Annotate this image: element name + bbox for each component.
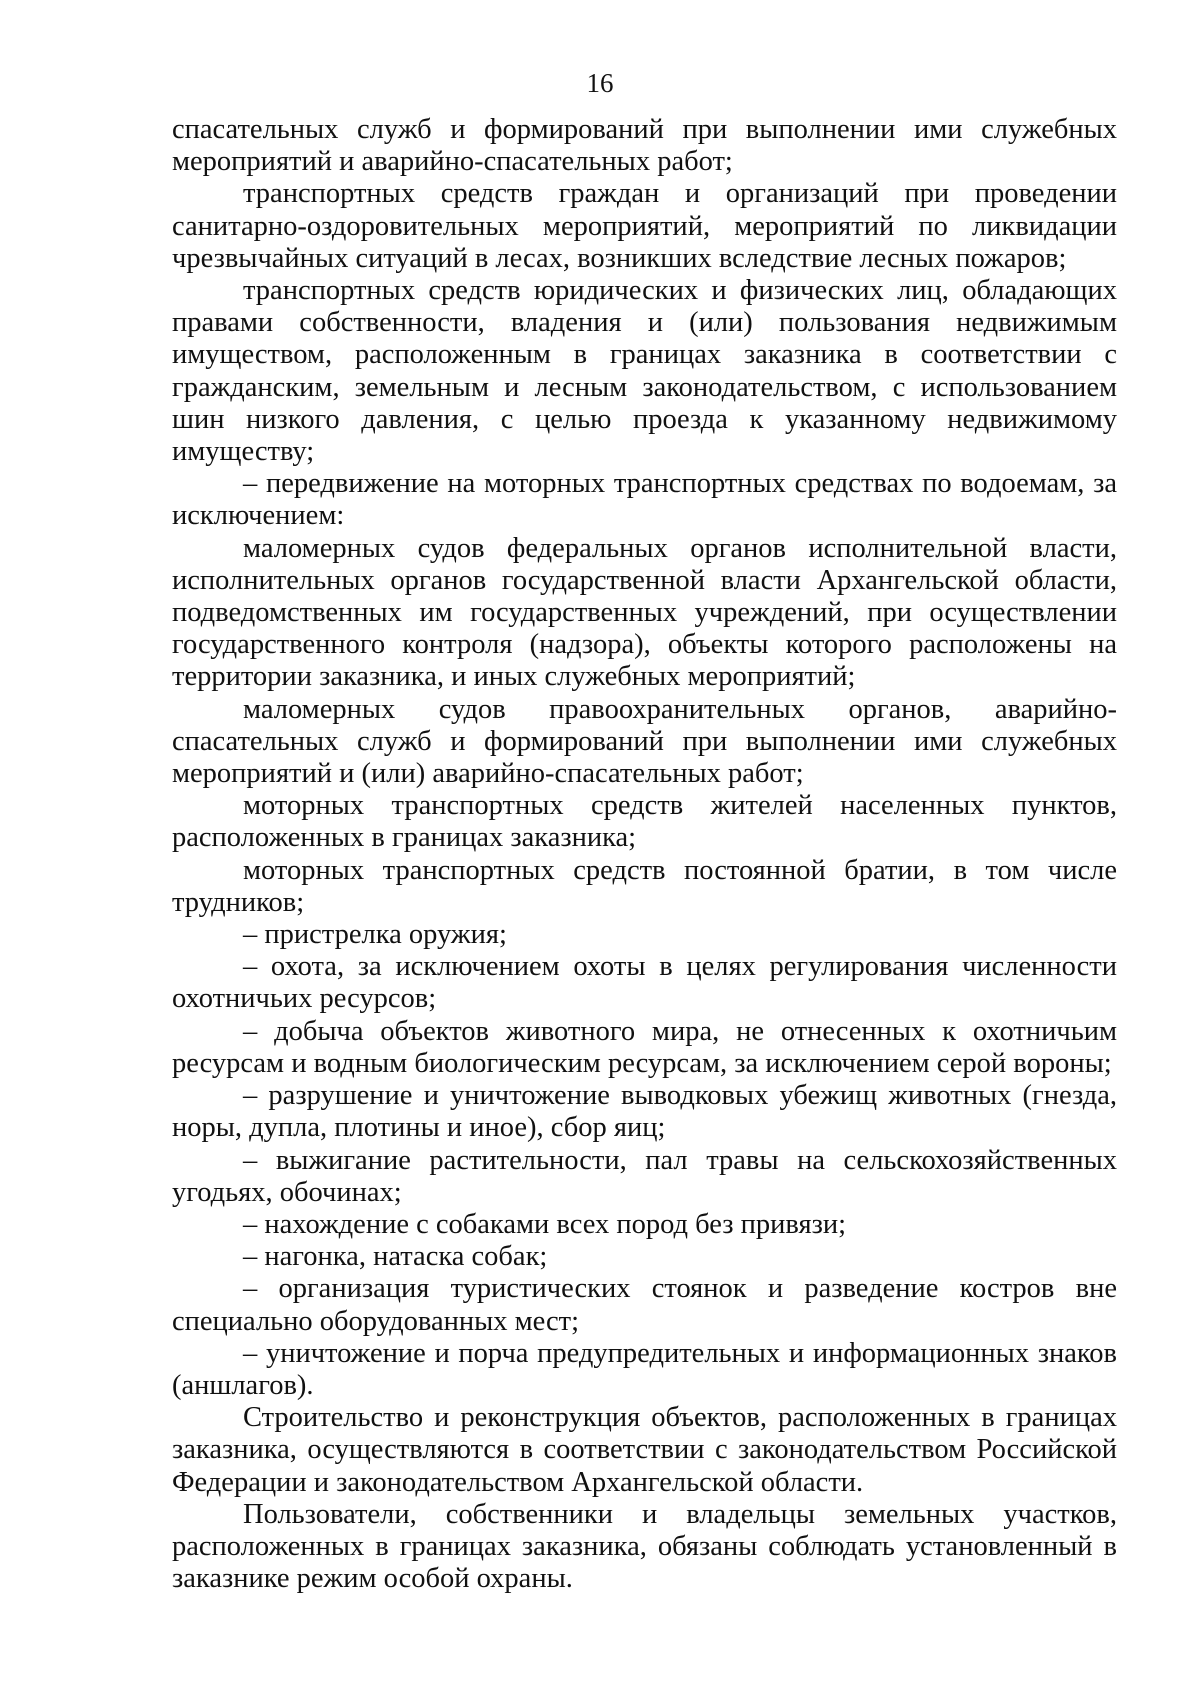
paragraph: Пользователи, собственники и владельцы земельных участков, расположенных в границах заказника, обязаны соблюдать установленный в заказнике режим особой охраны. [172,1498,1117,1595]
document-body [172,114,1117,1595]
paragraph: маломерных судов правоохранительных органов, аварийно-спасательных служб и формирований при выполнении ими служебных мероприятий и (или) аварийно-спасательных работ; [172,693,1117,790]
page-number: 16 [586,68,614,98]
list-item: – выжигание растительности, пал травы на сельскохозяйственных угодьях, обочинах; [172,1144,1117,1208]
list-item: – передвижение на моторных транспортных средствах по водоемам, за исключением: [172,468,1117,532]
paragraph: моторных транспортных средств жителей населенных пунктов, расположенных в границах заказника; [172,790,1117,854]
paragraph: моторных транспортных средств постоянной братии, в том числе трудников; [172,854,1117,918]
list-item: – пристрелка оружия; [243,919,507,951]
list-item: – организация туристических стоянок и разведение костров вне специально оборудованных мест; [172,1273,1117,1337]
list-item: – уничтожение и порча предупредительных и информационных знаков (аншлагов). [172,1337,1117,1401]
list-item: – добыча объектов животного мира, не отнесенных к охотничьим ресурсам и водным биологическим ресурсам, за исключением серой вороны; [172,1015,1117,1079]
paragraph: Строительство и реконструкция объектов, расположенных в границах заказника, осуществляются в соответствии с законодательством Российской Федерации и законодательством Архангельской области. [172,1402,1117,1498]
list-item: – нахождение с собаками всех пород без привязи; [243,1208,847,1240]
list-item: – нагонка, натаска собак; [243,1241,548,1273]
list-item: – разрушение и уничтожение выводковых убежищ животных (гнезда, норы, дупла, плотины и иное), сбор яиц; [172,1080,1117,1144]
paragraph: транспортных средств граждан и организаций при проведении санитарно-оздоровительных мероприятий, мероприятий по ликвидации чрезвычайных ситуаций в лесах, возникших вследствие лесных пожаров; [172,178,1117,274]
paragraph: транспортных средств юридических и физических лиц, обладающих правами собственности, владения и (или) пользования недвижимым имуществом, расположенным в границах заказника в соответствии с гражданским, земельным и лесным законодательством, с использованием шин низкого давления, с целью проезда к указанному недвижимому имуществу; [172,275,1117,468]
paragraph: маломерных судов федеральных органов исполнительной власти, исполнительных органов государственной власти Архангельской области, подведомственных им государственных учреждений, при осуществлении государственного контроля (надзора), объекты которого расположены на территории заказника, и иных служебных мероприятий; [172,532,1117,693]
paragraph: спасательных служб и формирований при выполнении ими служебных мероприятий и аварийно-спасательных работ; [172,114,1117,178]
list-item: – охота, за исключением охоты в целях регулирования численности охотничьих ресурсов; [172,951,1117,1015]
